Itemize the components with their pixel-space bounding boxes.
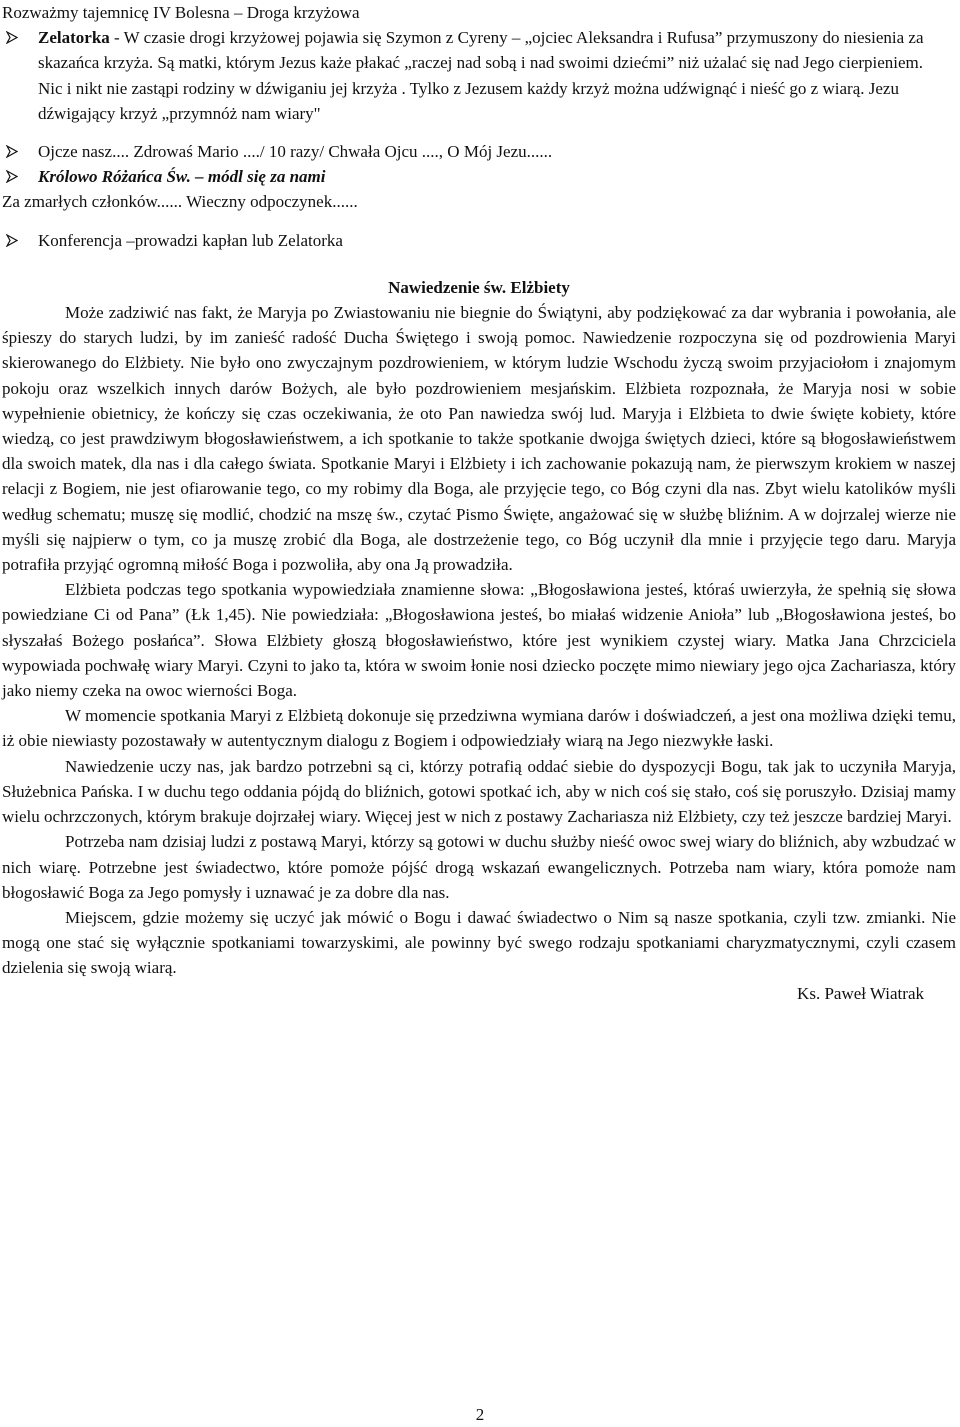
author-signature: Ks. Paweł Wiatrak: [797, 983, 924, 1003]
queen-invocation: Królowo Różańca Św.: [38, 167, 191, 187]
zelatorka-block: [2, 25, 956, 126]
section-paragraph-5: Potrzeba nam dzisiaj ludzi z postawą Maryi, którzy są gotowi w duchu służby nieść owoc swej wiary do bliźnich, aby wzbudzać w nich wiarę. Potrzebne jest świadectwo, które pomoże pójść drogą wskazań ewangelicznych. Potrzeba nam wiary, która pomoże nam błogosławić Boga za Jego pomysły i uznawać je za dobre dla nas.: [2, 832, 956, 902]
arrow-bullet-icon: [2, 228, 38, 247]
arrow-bullet-icon: [2, 164, 38, 183]
zelatorka-text: W czasie drogi krzyżowej pojawia się Szymon z Cyreny – „ojciec Aleksandra i Rufusa” przymuszony do niesienia za skazańca krzyża. Są matki, którym Jezus każe płakać „raczej nad sobą i nad swoimi dziećmi” niż użalać się nad Jego cierpieniem. Nic i nikt nie zastąpi rodziny w dźwiganiu jej krzyża . Tylko z Jezusem każdy krzyż można udźwignąć i nieść go z wiarą. Jezu dźwigający krzyż „przymnóż nam wiary": [38, 28, 924, 123]
prayers-block: [2, 139, 956, 164]
conference-text: Konferencja –prowadzi kapłan lub Zelatorka: [38, 230, 343, 250]
arrow-bullet-icon: [2, 25, 38, 44]
zelatorka-separator: -: [114, 28, 120, 48]
zelatorka-label: Zelatorka: [38, 28, 110, 48]
section-title: Nawiedzenie św. Elżbiety: [388, 277, 570, 297]
section-paragraph-4: Nawiedzenie uczy nas, jak bardzo potrzebni są ci, którzy potrafią oddać siebie do dyspozycji Bogu, tak jak to uczyniła Maryja, Służebnica Pańska. I w duchu tego oddania pójdą do bliźnich, gotowi spotkać ich, aby w nich coś się stało, coś się poruszyło. Dzisiaj mamy wielu ochrzczonych, którym brakuje dojrzałej wiary. Więcej jest w nich z postawy Zachariasza niż Elżbiety, czy też jeszcze bardziej Maryi.: [2, 756, 956, 827]
mystery-heading: Rozważmy tajemnicę IV Bolesna – Droga krzyżowa: [2, 3, 360, 22]
queen-block: [2, 164, 956, 189]
prayers-line: Ojcze nasz.... Zdrowaś Mario ..../ 10 razy/ Chwała Ojcu ...., O Mój Jezu......: [38, 142, 553, 162]
arrow-bullet-icon: [2, 139, 38, 158]
section-paragraph-6: Miejscem, gdzie możemy się uczyć jak mówić o Bogu i dawać świadectwo o Nim są nasze spotkania, czyli tzw. zmianki. Nie mogą one stać się wyłącznie spotkaniami towarzyskimi, ale powinny być swego rodzaju spotkaniami charyzmatycznymi, czyli czasem dzielenia się swoją wiarą.: [2, 907, 956, 978]
document-content: [2, 0, 956, 1006]
dead-members-line: Za zmarłych członków...... Wieczny odpoczynek......: [2, 192, 358, 212]
section-paragraph-1: Może zadziwić nas fakt, że Maryja po Zwiastowaniu nie biegnie do Świątyni, aby podziękować za dar wybrania i powołania, ale śpieszy do starych ludzi, by im zanieść radość Ducha Świętego i swoją pomoc. Nawiedzenie rozpoczyna się od pozdrowienia Maryi skierowanego do Elżbiety. Nie było ono zwyczajnym pozdrowieniem, w którym ludzie Wschodu życzą swoim przyjaciołom i znajomym pokoju oraz wszelkich innych darów Bożych, ale było pozdrowieniem mesjańskim. Elżbieta rozpoznała, że Maryja nosi w sobie wypełnienie obietnicy, że kończy się czas oczekiwania, że oto Pan nawiedza swój lud. Maryja i Elżbieta to dwie święte kobiety, które wiedzą, co jest prawdziwym błogosławieństwem, a ich spotkanie to także spotkanie dwojga świętych dzieci, które są błogosławieństwem dla swoich matek, dla nas i dla całego świata. Spotkanie Maryi i Elżbiety i ich zachowanie pokazują nam, że pierwszym krokiem w naszej relacji z Bogiem, nie jest ofiarowanie tego, co my robimy dla Boga, ale przyjęcie tego, co Bóg czyni dla nas. Zbyt wielu katolików myśli według schematu; muszę się modlić, chodzić na mszę św., czytać Pismo Święte, angażować się w służbę bliźnim. A w dojrzalej wierze nie myśli się najpierw o tym, co ja muszę zrobić dla Boga, ale dostrzeżenie tego, co Bóg uczynił dla mnie i przyjęcie tego daru. Maryja potrafiła przyjąć ogromną miłość Boga i pozwoliła, aby ona Ją prowadziła.: [2, 303, 956, 575]
conference-block: [2, 228, 956, 253]
section-paragraph-3: W momencie spotkania Maryi z Elżbietą dokonuje się przedziwna wymiana darów i doświadczeń, a jest ona możliwa dzięki temu, iż obie niewiasty pozostawały w autentycznym dialogu z Bogiem i odpowiedziały wiarą na Jego niezwykłe łaski.: [2, 706, 956, 751]
queen-plea: – módl się za nami: [195, 167, 326, 187]
page-number: 2: [475, 1405, 485, 1424]
section-paragraph-2: Elżbieta podczas tego spotkania wypowiedziała znamienne słowa: „Błogosławiona jesteś, któraś uwierzyła, że spełnią się słowa powiedziane Ci od Pana” (Łk 1,45). Nie powiedziała: „Błogosławiona jesteś, bo miałaś widzenie Anioła” lub „Błogosławiona jesteś, bo słyszałaś Bożego posłańca”. Słowa Elżbiety głoszą błogosławieństwo, które jest wynikiem czystej wiary. Matka Jana Chrzciciela wypowiada pochwałę wiary Maryi. Czyni to jako ta, która w swoim łonie nosi dziecko poczęte mimo niewiary jego ojca Zachariasza, który jako niemy czeka na owoc wierności Boga.: [2, 580, 956, 701]
